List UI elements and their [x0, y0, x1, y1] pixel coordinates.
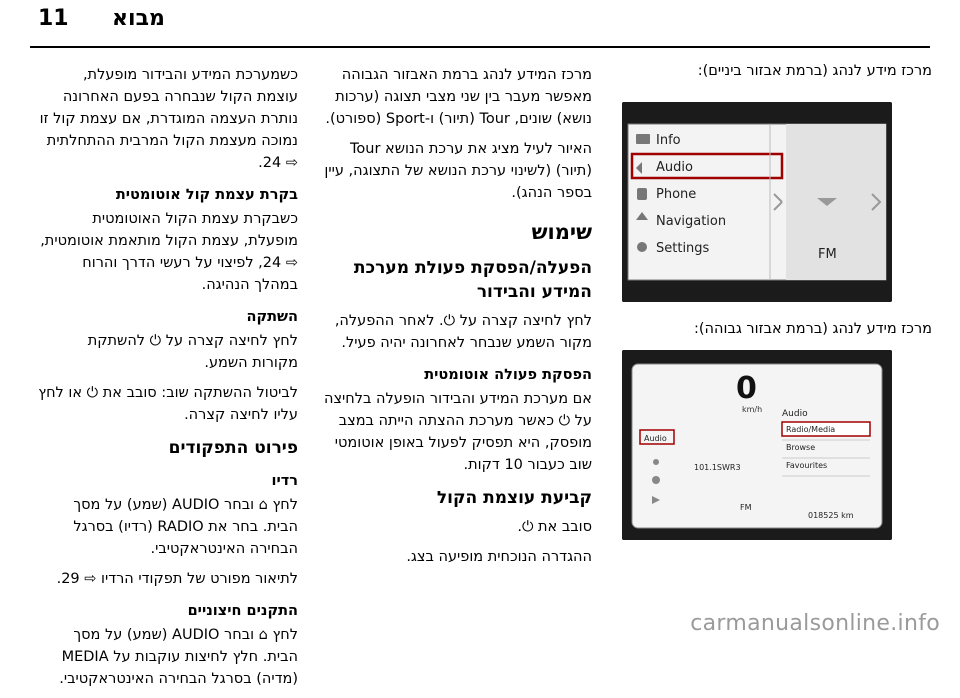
- station-name: 101.1SWR3: [694, 463, 741, 472]
- gear-icon: [652, 476, 660, 484]
- odometer: 018525 km: [808, 511, 854, 520]
- menu-settings[interactable]: Settings: [656, 241, 710, 256]
- radio-paragraph: לחץ ⌂ ובחר AUDIO (שמע) על מסך הבית. בחר את RADIO (רדיו) בסרגל הבחירה האינטראקטיבי.: [73, 497, 298, 557]
- unmute-paragraph: לביטול ההשתקה שוב: סובב את ⏻ או לחץ עליו לחיצה קצרה.: [38, 385, 298, 423]
- band-label: FM: [740, 503, 752, 512]
- volume-paragraph: סובב את ⏻.: [517, 519, 592, 535]
- volume-memory-paragraph: כשמערכת המידע והבידור מופעלת, עוצמת הקול שנבחרה בפעם האחרונה נותרת העצמה המוגדרת, אם עצמת קול זו נמוכה מעצמת הקול המרבית ההתחלתית ⇨ 24.: [39, 67, 298, 171]
- volume-paragraph-2: ההגדרה הנוכחית מופיעה בצג.: [406, 549, 592, 565]
- watermark: carmanualsonline.info: [690, 611, 940, 636]
- theme-paragraph: מרכז המידע לנהג ברמת האבזור הגבוהה מאפשר מעבר בין שני מצבי תצוגה (ערכות נושא) שונים, Tour (תיור) ו-Sport (ספורט).: [325, 67, 592, 127]
- heading-volume: קביעת עוצמת הקול: [436, 488, 592, 508]
- driver-info-screen-high: [622, 350, 892, 540]
- heading-modes: פירוט התפקודים: [168, 438, 298, 458]
- gear-icon: [637, 242, 647, 252]
- mute-paragraph: לחץ לחיצה קצרה על ⏻ להשתקת מקורות השמע.: [87, 333, 298, 371]
- heading-on-off: הפעלה/הפסקת פעולת מערכת המידע והבידור: [353, 258, 592, 302]
- theme-paragraph-2: האיור לעיל מציג את ערכת הנושא Tour (תיור) (לשינוי ערכת הנושא של התצוגה, עיין בספר הנהג).: [324, 141, 592, 201]
- radio-ref-paragraph: לתיאור מפורט של תפקודי הרדיו ⇨ 29.: [56, 571, 298, 587]
- menu-favourites[interactable]: Favourites: [786, 461, 828, 470]
- dot-icon: [653, 459, 659, 465]
- header-rule: [30, 46, 930, 48]
- phone-icon: [637, 188, 647, 200]
- page-number: 11: [38, 6, 69, 31]
- external-paragraph: לחץ ⌂ ובחר AUDIO (שמע) על מסך הבית. חלץ לחיצות עוקבות על MEDIA (מדיה) בסרגל הבחירה האינטראקטיבי.: [59, 627, 298, 687]
- speed-unit: km/h: [742, 405, 763, 414]
- onoff-paragraph: לחץ לחיצה קצרה על ⏻. לאחר ההפעלה, מקור השמע שנבחר לאחרונה יהיה פעיל.: [334, 313, 592, 351]
- right-column: [622, 60, 932, 82]
- band-label-fm: FM: [818, 247, 837, 262]
- menu-info[interactable]: Info: [656, 133, 681, 148]
- heading-radio: רדיו: [271, 473, 298, 489]
- back-label[interactable]: Audio: [782, 409, 808, 419]
- page-header: [0, 0, 960, 50]
- caption-mid-level: מרכז מידע לנהג (ברמת אבזור ביניים):: [697, 63, 932, 79]
- menu-phone[interactable]: Phone: [656, 187, 697, 202]
- left-column: [38, 64, 298, 698]
- heading-mute: השתקה: [246, 309, 298, 325]
- heading-auto-volume: בקרת עצמת קול אוטומטית: [115, 187, 298, 203]
- menu-navigation[interactable]: Navigation: [656, 214, 727, 229]
- auto-off-paragraph: אם מערכת המידע והבידור הופעלה בלחיצה על ⏻ כאשר מערכת ההצתה הייתה במצב מופסק, היא תפסיק לפעול באופן אוטומטי שוב כעבור 10 דקות.: [323, 391, 592, 473]
- right-column-2: [622, 318, 932, 340]
- driver-info-screen-mid: [622, 102, 892, 302]
- heading-external-devices: התקנים חיצוניים: [187, 603, 298, 619]
- heading-auto-off: הפסקת פעולה אוטומטית: [424, 367, 592, 383]
- auto-volume-paragraph: כשבקרת עצמת הקול האוטומטית מופעלת, עצמת הקול מותאמת אוטומטית, ⇨ 24, לפיצוי על רעשי הדרך והרוח במהלך הנהיגה.: [40, 211, 298, 293]
- caption-high-level: מרכז מידע לנהג (ברמת אבזור גבוהה):: [694, 321, 932, 337]
- left-tab-audio[interactable]: Audio: [644, 434, 667, 443]
- middle-column: [320, 64, 592, 576]
- section-title: מבוא: [112, 6, 165, 31]
- menu-browse[interactable]: Browse: [786, 443, 816, 452]
- heading-usage: שימוש: [531, 220, 592, 244]
- menu-radio-media[interactable]: Radio/Media: [786, 425, 836, 434]
- speed-readout: 0: [736, 371, 757, 406]
- menu-audio[interactable]: Audio: [656, 160, 693, 175]
